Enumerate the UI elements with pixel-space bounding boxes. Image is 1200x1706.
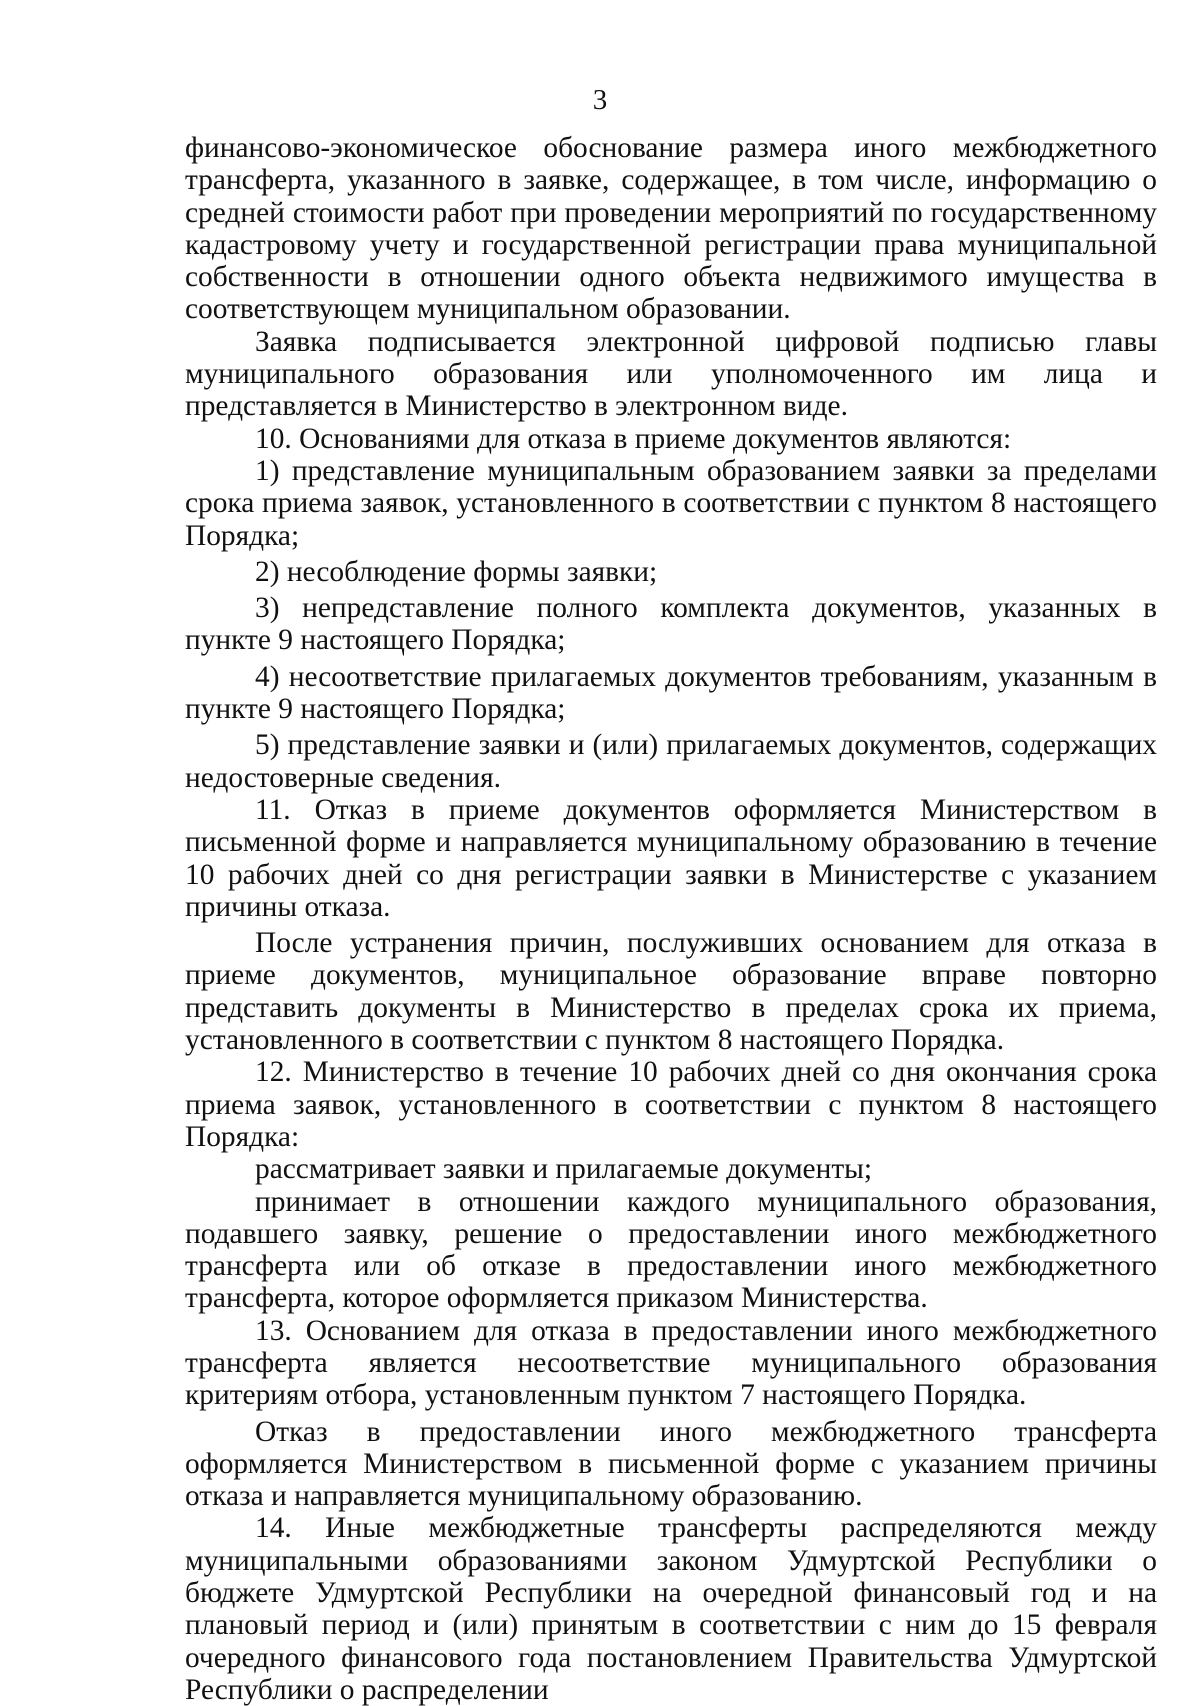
paragraph: 13. Основанием для отказа в предоставлении иного межбюджетного трансферта является несоответствие муниципального образования критериям отбора, установленным пунктом 7 настоящего Порядка. <box>185 1314 1157 1412</box>
paragraph: принимает в отношении каждого муниципального образования, подавшего заявку, решение о предоставлении иного межбюджетного трансферта или об отказе в предоставлении иного межбюджетного трансферта, которое оформляется приказом Министерства. <box>185 1185 1157 1315</box>
paragraph: Заявка подписывается электронной цифровой подписью главы муниципального образования или уполномоченного им лица и представляется в Министерство в электронном виде. <box>185 325 1157 423</box>
paragraph: 5) представление заявки и (или) прилагаемых документов, содержащих недостоверные сведения. <box>185 729 1157 794</box>
paragraph: Отказ в предоставлении иного межбюджетного трансферта оформляется Министерством в письменной форме с указанием причины отказа и направляется муниципальному образованию. <box>185 1415 1157 1513</box>
paragraph: 2) несоблюдение формы заявки; <box>255 555 658 588</box>
paragraph: 3) непредставление полного комплекта документов, указанных в пункте 9 настоящего Порядка; <box>185 592 1157 657</box>
paragraph: 10. Основаниями для отказа в приеме документов являются: <box>255 422 1012 455</box>
paragraph: 11. Отказ в приеме документов оформляется Министерством в письменной форме и направляется муниципальному образованию в течение 10 рабочих дней со дня регистрации заявки в Министерстве с указанием причины отказа. <box>185 793 1157 923</box>
page-number: 3 <box>592 84 608 116</box>
paragraph: 1) представление муниципальным образованием заявки за пределами срока приема заявок, установленного в соответствии с пунктом 8 настоящего Порядка; <box>185 454 1157 552</box>
paragraph: 4) несоответствие прилагаемых документов требованиям, указанным в пункте 9 настоящего Порядка; <box>185 660 1157 726</box>
paragraph: После устранения причин, послуживших основанием для отказа в приеме документов, муниципальное образование вправе повторно представить документы в Министерство в пределах срока их приема, установленного в соответствии с пунктом 8 настоящего Порядка. <box>185 927 1157 1057</box>
paragraph: рассматривает заявки и прилагаемые документы; <box>255 1153 873 1186</box>
paragraph: 12. Министерство в течение 10 рабочих дней со дня окончания срока приема заявок, установленного в соответствии с пунктом 8 настоящего Порядка: <box>185 1056 1157 1153</box>
paragraph: финансово-экономическое обоснование размера иного межбюджетного трансферта, указанного в заявке, содержащее, в том числе, информацию о средней стоимости работ при проведении мероприятий по государственному кадастровому учету и государственной регистрации права муниципальной собственности в отношении одного объекта недвижимого имущества в соответствующем муниципальном образовании. <box>185 132 1157 326</box>
paragraph: 14. Иные межбюджетные трансферты распределяются между муниципальными образованиями законом Удмуртской Республики о бюджете Удмуртской Республики на очередной финансовый год и на плановый период и (или) принятым в соответствии с ним до 15 февраля очередного финансового года постановлением Правительства Удмуртской Республики о распределении <box>185 1512 1157 1706</box>
document-body <box>185 132 1157 1706</box>
